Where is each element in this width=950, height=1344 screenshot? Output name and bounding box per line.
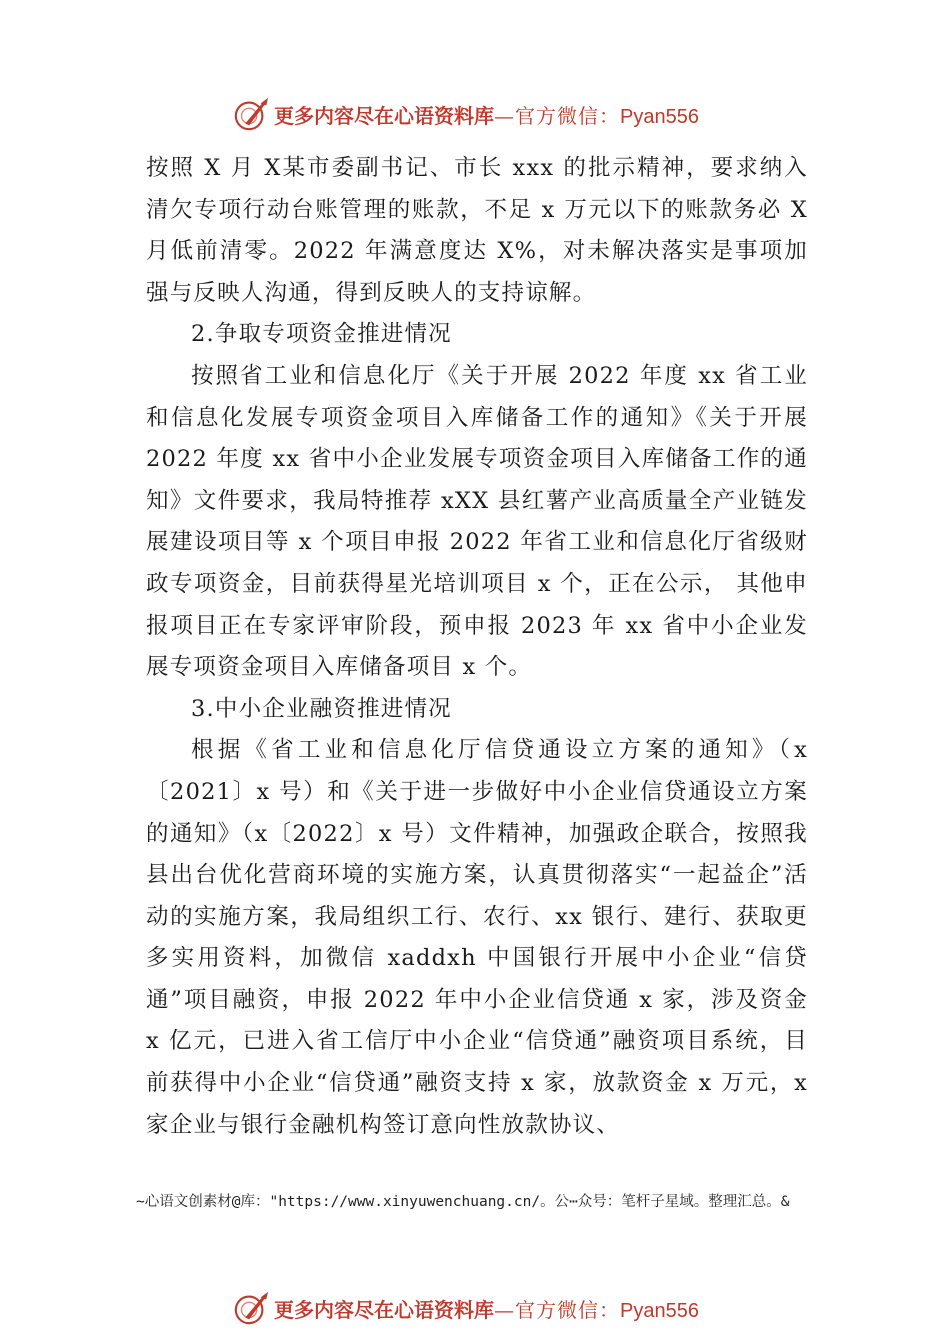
banner-wechat-label: —官方微信： <box>494 103 620 128</box>
paragraph-2: 按照省工业和信息化厅《关于开展 2022 年度 xx 省工业和信息化发展专项资金项目入库储备工作的通知》《关于开展 2022 年度 xx 省中小企业发展专项资金项目入库储备工作的通知》文件要求，我局特推荐 xXX 县红薯产业高质量全产业链发展建设项目等 x 个项目申报 2022 年省工业和信息化厅省级财政专项资金，目前获得星光培训项目 x 个，正在公示， 其他申报项目正在专家评审阶段，预申报 2023 年 xx 省中小企业发展专项资金项目入库储备项目 x 个。 <box>146 362 808 681</box>
banner-wechat-id: Pyan556 <box>620 1299 699 1322</box>
banner-title: 更多内容尽在心语资料库 <box>274 1297 494 1322</box>
quill-logo-icon <box>232 95 270 133</box>
section-heading-2: 2.争取专项资金推进情况 <box>191 321 452 348</box>
document-body <box>146 148 808 1146</box>
source-footnote: ~心语文创素材@库："https://www.xinyuwenchuang.cn/。公⋯众号：笔杆子星域。整理汇总。& <box>136 1194 790 1210</box>
section-heading-3: 3.中小企业融资推进情况 <box>191 695 452 722</box>
paragraph-3: 根据《省工业和信息化厅信贷通设立方案的通知》（x〔2021〕x 号）和《关于进一步做好中小企业信贷通设立方案的通知》（x〔2022〕x 号）文件精神，加强政企联合，按照我县出台优化营商环境的实施方案，认真贯彻落实“一起益企”活动的实施方案，我局组织工行、农行、xx 银行、建行、获取更多实用资料，加微信 xaddxh 中国银行开展中小企业“信贷通”项目融资，申报 2022 年中小企业信贷通 x 家，涉及资金 x 亿元，已进入省工信厅中小企业“信贷通”融资项目系统，目前获得中小企业“信贷通”融资支持 x 家，放款资金 x 万元，x 家企业与银行金融机构签订意向性放款协议、 <box>146 737 808 1138</box>
footer-banner <box>232 1288 752 1328</box>
header-banner <box>232 94 752 134</box>
paragraph-1: 按照 X 月 X某市委副书记、市长 xxx 的批示精神，要求纳入清欠专项行动台账管理的账款，不足 x 万元以下的账款务必 X 月低前清零。2022 年满意度达 X%，对未解决落实是事项加强与反映人沟通，得到反映人的支持谅解。 <box>146 155 808 306</box>
quill-logo-icon <box>232 1289 270 1327</box>
banner-wechat-label: —官方微信： <box>494 1297 620 1322</box>
banner-wechat-id: Pyan556 <box>620 105 699 128</box>
banner-title: 更多内容尽在心语资料库 <box>274 103 494 128</box>
